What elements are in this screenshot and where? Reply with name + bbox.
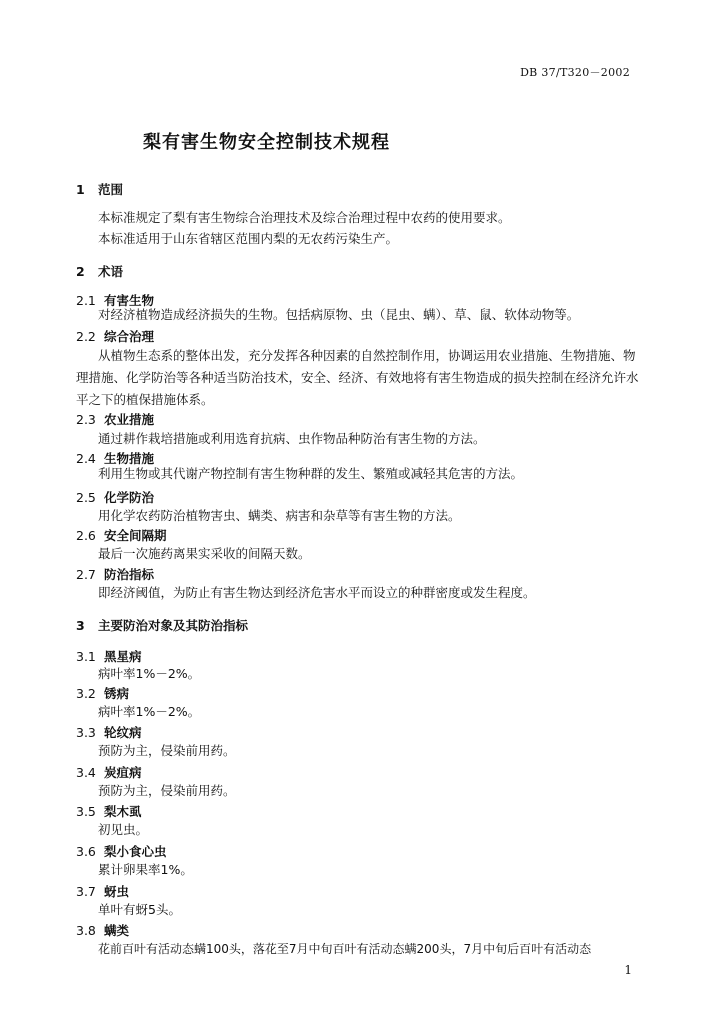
section-1-paragraph-2: 本标准适用于山东省辖区范围内梨的无农药污染生产。 xyxy=(98,231,399,246)
term-2-2-heading xyxy=(76,327,154,345)
term-2-5-definition: 用化学农药防治植物害虫、螨类、病害和杂草等有害生物的方法。 xyxy=(98,508,461,523)
section-number: 2 xyxy=(76,264,85,279)
item-number: 3.2 xyxy=(76,686,96,701)
section-title: 术语 xyxy=(98,264,124,279)
term-2-5-heading xyxy=(76,488,154,506)
item-title: 梨木虱 xyxy=(104,804,142,819)
term-2-6-heading xyxy=(76,526,167,544)
term-number: 2.3 xyxy=(76,412,96,427)
item-number: 3.1 xyxy=(76,649,96,664)
item-number: 3.7 xyxy=(76,884,96,899)
term-2-7-definition: 即经济阈值，为防止有害生物达到经济危害水平而设立的种群密度或发生程度。 xyxy=(98,585,536,600)
term-title: 综合治理 xyxy=(104,329,155,344)
term-title: 化学防治 xyxy=(104,490,155,505)
item-title: 螨类 xyxy=(104,923,130,938)
term-number: 2.1 xyxy=(76,293,96,308)
term-number: 2.6 xyxy=(76,528,96,543)
pest-3-4-heading xyxy=(76,763,142,781)
pest-3-5-heading xyxy=(76,802,142,820)
section-title: 范围 xyxy=(98,182,124,197)
pest-3-6-threshold: 累计卵果率1%。 xyxy=(98,862,193,877)
section-2-heading xyxy=(76,262,123,280)
term-2-3-heading xyxy=(76,410,154,428)
section-number: 1 xyxy=(76,182,85,197)
pest-3-7-heading xyxy=(76,882,129,900)
term-number: 2.4 xyxy=(76,451,96,466)
pest-3-6-heading xyxy=(76,842,167,860)
term-2-3-definition: 通过耕作栽培措施或利用选育抗病、虫作物品种防治有害生物的方法。 xyxy=(98,431,486,446)
term-2-1-definition: 对经济植物造成经济损失的生物。包括病原物、虫（昆虫、螨）、草、鼠、软体动物等。 xyxy=(98,307,580,322)
term-title: 生物措施 xyxy=(104,451,155,466)
item-title: 蚜虫 xyxy=(104,884,130,899)
item-title: 梨小食心虫 xyxy=(104,844,167,859)
pest-3-2-threshold: 病叶率1%－2%。 xyxy=(98,704,201,719)
term-2-6-definition: 最后一次施药离果实采收的间隔天数。 xyxy=(98,546,311,561)
term-title: 防治指标 xyxy=(104,567,155,582)
item-number: 3.8 xyxy=(76,923,96,938)
term-number: 2.5 xyxy=(76,490,96,505)
term-number: 2.2 xyxy=(76,329,96,344)
pest-3-2-heading xyxy=(76,684,129,702)
page-number: 1 xyxy=(624,963,632,977)
pest-3-8-heading xyxy=(76,921,129,939)
pest-3-7-threshold: 单叶有蚜5头。 xyxy=(98,902,181,917)
standard-code: DB 37/T320－2002 xyxy=(520,66,630,79)
item-number: 3.4 xyxy=(76,765,96,780)
section-title: 主要防治对象及其防治指标 xyxy=(98,618,249,633)
section-1-paragraph-1: 本标准规定了梨有害生物综合治理技术及综合治理过程中农药的使用要求。 xyxy=(98,210,511,225)
item-number: 3.5 xyxy=(76,804,96,819)
pest-3-4-threshold: 预防为主，侵染前用药。 xyxy=(98,783,236,798)
pest-3-1-heading xyxy=(76,647,142,665)
item-title: 轮纹病 xyxy=(104,725,142,740)
item-number: 3.6 xyxy=(76,844,96,859)
pest-3-5-threshold: 初见虫。 xyxy=(98,822,149,837)
pest-3-3-heading xyxy=(76,723,142,741)
pest-3-1-threshold: 病叶率1%－2%。 xyxy=(98,666,201,681)
term-2-4-definition: 利用生物或其代谢产物控制有害生物种群的发生、繁殖或减轻其危害的方法。 xyxy=(98,466,524,481)
document-title: 梨有害生物安全控制技术规程 xyxy=(143,132,390,153)
term-title: 农业措施 xyxy=(104,412,155,427)
term-2-2-definition: 从植物生态系的整体出发，充分发挥各种因素的自然控制作用，协调运用农业措施、生物措施、物理措施、化学防治等各种适当防治技术，安全、经济、有效地将有害生物造成的损失控制在经济允许水平之下的植保措施体系。 xyxy=(76,348,639,407)
term-title: 有害生物 xyxy=(104,293,155,308)
item-title: 炭疽病 xyxy=(104,765,142,780)
section-3-heading xyxy=(76,616,248,634)
item-title: 黑星病 xyxy=(104,649,142,664)
item-title: 锈病 xyxy=(104,686,130,701)
term-title: 安全间隔期 xyxy=(104,528,167,543)
pest-3-8-threshold: 花前百叶有活动态螨100头，落花至7月中旬百叶有活动态螨200头，7月中旬后百叶有活动态 xyxy=(98,942,592,956)
term-number: 2.7 xyxy=(76,567,96,582)
pest-3-3-threshold: 预防为主，侵染前用药。 xyxy=(98,743,236,758)
section-1-heading xyxy=(76,180,123,198)
term-2-7-heading xyxy=(76,565,154,583)
section-number: 3 xyxy=(76,618,85,633)
item-number: 3.3 xyxy=(76,725,96,740)
